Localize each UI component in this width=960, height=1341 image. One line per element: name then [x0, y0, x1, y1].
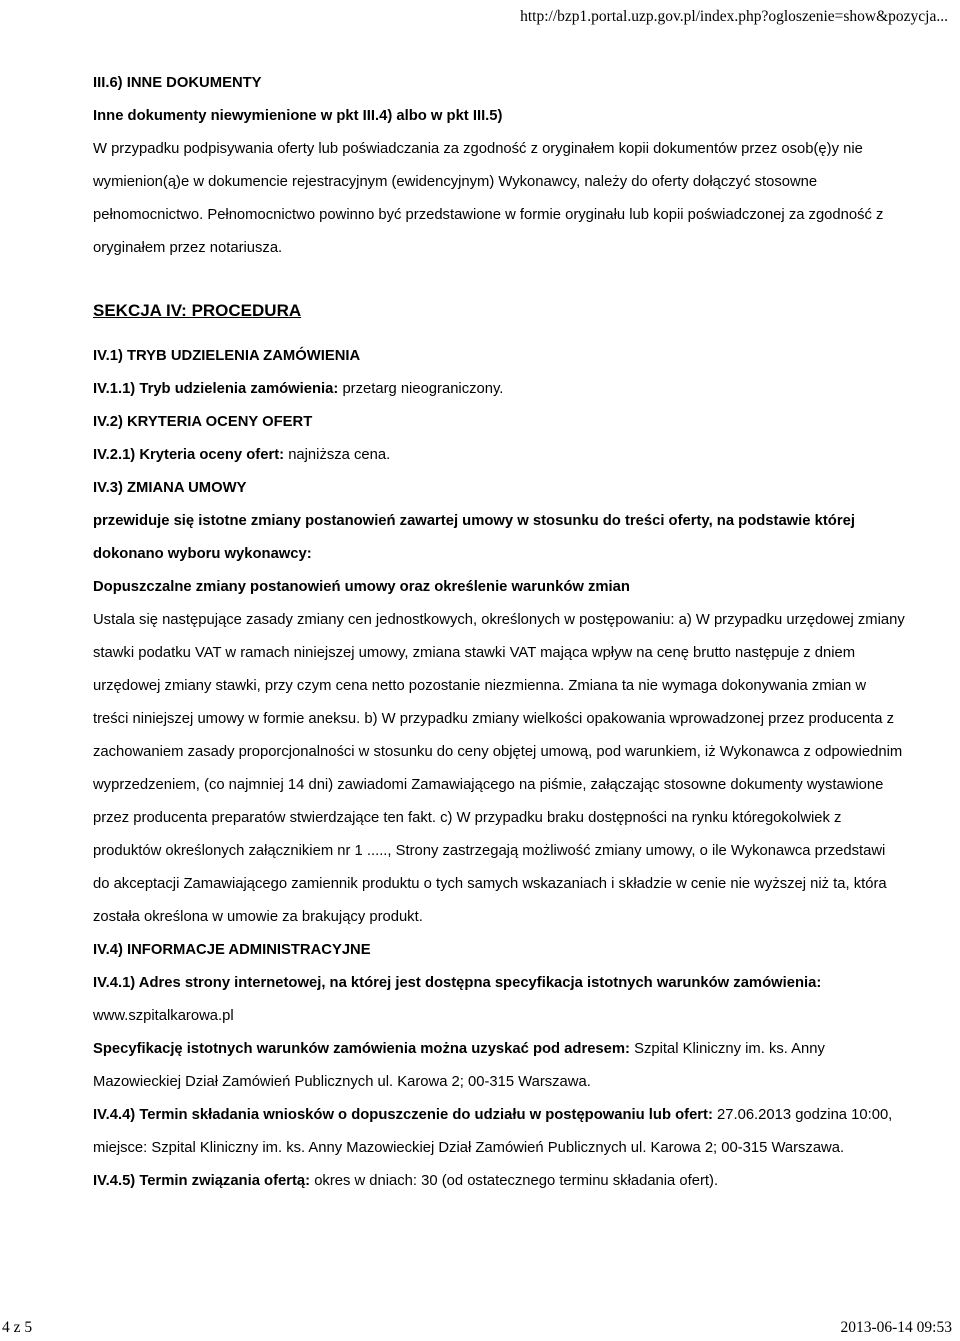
- siwz-row: [93, 1033, 905, 1099]
- iv41-row: [93, 967, 905, 1033]
- iv2-heading: IV.2) KRYTERIA OCENY OFERT: [93, 414, 313, 430]
- iv11-value: przetarg nieograniczony.: [338, 381, 504, 397]
- iv44-value: 27.06.2013 godzina 10:00, miejsce: Szpital Kliniczny im. ks. Anny Mazowieckiej Dział Zamówień Publicznych ul. Karowa 2; 00-315 Warszawa.: [93, 1107, 893, 1156]
- print-timestamp: 2013-06-14 09:53: [840, 1319, 952, 1336]
- iv1-heading: IV.1) TRYB UDZIELENIA ZAMÓWIENIA: [93, 348, 361, 364]
- section-iii6-heading: III.6) INNE DOKUMENTY: [93, 75, 262, 91]
- iv45-label: IV.4.5) Termin związania ofertą:: [93, 1173, 311, 1189]
- iv41-label: IV.4.1) Adres strony internetowej, na której jest dostępna specyfikacja istotnych warunków zamówienia:: [93, 975, 822, 991]
- iv4-heading: IV.4) INFORMACJE ADMINISTRACYJNE: [93, 942, 371, 958]
- siwz-value: Szpital Kliniczny im. ks. Anny Mazowieckiej Dział Zamówień Publicznych ul. Karowa 2; 00-315 Warszawa.: [93, 1041, 825, 1090]
- iv44-label: IV.4.4) Termin składania wniosków o dopuszczenie do udziału w postępowaniu lub ofert:: [93, 1107, 713, 1123]
- iv3-text: Ustala się następujące zasady zmiany cen jednostkowych, określonych w postępowaniu: a) W przypadku urzędowej zmiany stawki podatku VAT w ramach niniejszej umowy, zmiana stawki VAT mająca wpływ na cenę brutto następuje z dniem urzędowej zmiany stawki, przy czym cena netto pozostanie niezmienna. Zmiana ta nie wymaga dokonywania zmian w treści niniejszej umowy w formie aneksu. b) W przypadku zmiany wielkości opakowania wprowadzonej przez producenta z zachowaniem zasady proporcjonalności w stosunku do ceny objętej umową, pod warunkiem, iż Wykonawca z odpowiednim wyprzedzeniem, (co najmniej 14 dni) zawiadomi Zamawiającego na piśmie, załączając stosowne dokumenty wystawione przez producenta preparatów stwierdzające ten fakt. c) W przypadku braku dostępności na rynku któregokolwiek z produktów określonych załącznikiem nr 1 ....., Strony zastrzegają możliwość zmiany umowy, o ile Wykonawca przedstawi do akceptacji Zamawiającego zamiennik produktu o tych samych wskazaniach i składzie w cenie nie wyższej niż ta, która została określona w umowie za brakujący produkt.: [93, 612, 905, 925]
- iv21-label: IV.2.1) Kryteria oceny ofert:: [93, 447, 285, 463]
- iv45-row: [93, 1165, 905, 1198]
- siwz-label: Specyfikację istotnych warunków zamówienia można uzyskać pod adresem:: [93, 1041, 630, 1057]
- iv41-value: www.szpitalkarowa.pl: [93, 1008, 234, 1024]
- iv3-bold-subtitle: Dopuszczalne zmiany postanowień umowy oraz określenie warunków zmian: [93, 579, 630, 595]
- iv21-value: najniższa cena.: [284, 447, 391, 463]
- page-url: http://bzp1.portal.uzp.gov.pl/index.php?ogloszenie=show&pozycja...: [520, 8, 948, 25]
- page-number: 4 z 5: [2, 1319, 33, 1336]
- section-iii6-text: W przypadku podpisywania oferty lub poświadczania za zgodność z oryginałem kopii dokumentów przez osob(ę)y nie wymienion(ą)e w dokumencie rejestracyjnym (ewidencyjnym) Wykonawcy, należy do oferty dołączyć stosowne pełnomocnictwo. Pełnomocnictwo powinno być przedstawione w formie oryginału lub kopii poświadczonej za zgodność z oryginałem przez notariusza.: [93, 141, 884, 256]
- document-body: [93, 67, 905, 1198]
- iv3-heading: IV.3) ZMIANA UMOWY: [93, 480, 247, 496]
- iv11-label: IV.1.1) Tryb udzielenia zamówienia:: [93, 381, 339, 397]
- iv44-row: [93, 1099, 905, 1165]
- iv3-bold-statement: przewiduje się istotne zmiany postanowień zawartej umowy w stosunku do treści oferty, na podstawie której dokonano wyboru wykonawcy:: [93, 513, 855, 562]
- iv11-row: [93, 373, 905, 406]
- iv45-value: okres w dniach: 30 (od ostatecznego terminu składania ofert).: [310, 1173, 719, 1189]
- iv21-row: [93, 439, 905, 472]
- section-iii6-subheading: Inne dokumenty niewymienione w pkt III.4) albo w pkt III.5): [93, 108, 503, 124]
- section-iv-title: SEKCJA IV: PROCEDURA: [93, 301, 302, 320]
